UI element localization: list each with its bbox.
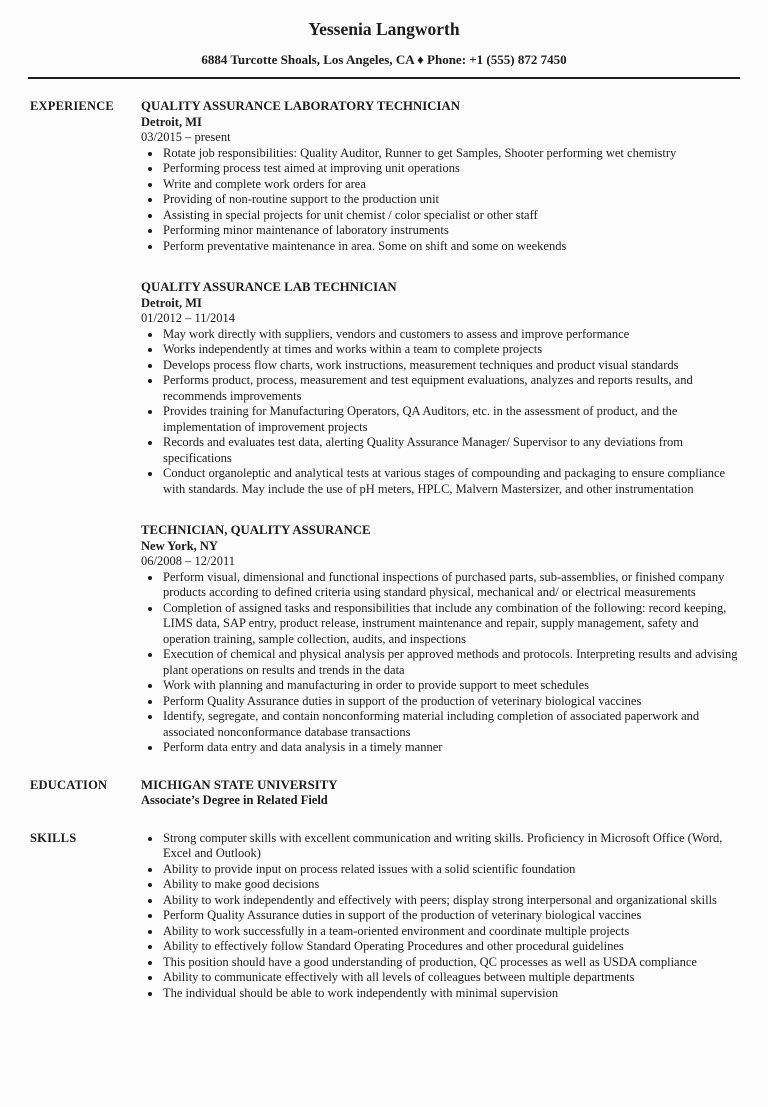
- bullet-item: • Execution of chemical and physical analysis per approved methods and protocols. Interpreting results and advising plant operations on results and trends in the data: [162, 647, 740, 678]
- bullet-item: • The individual should be able to work independently with minimal supervision: [162, 986, 740, 1002]
- bullet-item: • Identify, segregate, and contain nonconforming material including completion of associated paperwork and associated nonconformance database transactions: [162, 709, 740, 740]
- bullet-item: • Assisting in special projects for unit chemist / color specialist or other staff: [162, 208, 740, 224]
- resume-header: [0, 0, 768, 68]
- bullet-item: • Ability to work successfully in a team-oriented environment and coordinate multiple projects: [162, 924, 740, 940]
- bullet-item: • Ability to communicate effectively with all levels of colleagues between multiple departments: [162, 970, 740, 986]
- bullet-item: • Rotate job responsibilities: Quality Auditor, Runner to get Samples, Shooter performing wet chemistry: [162, 146, 740, 162]
- school-name: MICHIGAN STATE UNIVERSITY: [141, 777, 338, 792]
- experience-section: [30, 99, 740, 756]
- job-dates: 06/2008 – 12/2011: [141, 554, 235, 568]
- bullet-item: • Provides training for Manufacturing Operators, QA Auditors, etc. in the assessment of product, and the implementation of improvement projects: [162, 404, 740, 435]
- job-title: TECHNICIAN, QUALITY ASSURANCE: [141, 523, 371, 537]
- degree: Associate’s Degree in Related Field: [141, 793, 328, 807]
- bullet-item: • Performing process test aimed at improving unit operations: [162, 161, 740, 177]
- bullet-item: • Completion of assigned tasks and responsibilities that include any combination of the following: record keeping, LIMS data, SAP entry, product release, instrument maintenance and repair, supply management, safety and operation training, sample collection, audits, and inspections: [162, 601, 740, 648]
- bullet-item: • Conduct organoleptic and analytical tests at various stages of compounding and packaging to ensure compliance with standards. May include the use of pH meters, HPLC, Malvern Mastersizer, and other instrumentation: [162, 466, 740, 497]
- bullet-item: • Ability to work independently and effectively with peers; display strong interpersonal and organizational skills: [162, 893, 740, 909]
- job-title: QUALITY ASSURANCE LAB TECHNICIAN: [141, 280, 397, 294]
- bullet-item: • Perform Quality Assurance duties in support of the production of veterinary biological vaccines: [162, 694, 740, 710]
- job-entry-1: [141, 99, 740, 254]
- experience-content: [141, 99, 740, 756]
- bullet-item: • May work directly with suppliers, vendors and customers to assess and improve performance: [162, 327, 740, 343]
- section-label-experience: EXPERIENCE: [30, 99, 114, 113]
- bullet-item: • Work with planning and manufacturing in order to provide support to meet schedules: [162, 678, 740, 694]
- job-bullet-list: [141, 327, 740, 498]
- job-bullet-list: [141, 570, 740, 756]
- job-location: New York, NY: [141, 538, 218, 553]
- bullet-item: • Perform Quality Assurance duties in support of the production of veterinary biological vaccines: [162, 908, 740, 924]
- section-label-skills: SKILLS: [30, 830, 77, 845]
- bullet-item: • Ability to provide input on process related issues with a solid scientific foundation: [162, 862, 740, 878]
- bullet-item: • Works independently at times and works within a team to complete projects: [162, 342, 740, 358]
- skills-section: [30, 831, 740, 1002]
- candidate-name: Yessenia Langworth: [308, 19, 460, 39]
- bullet-item: • Perform visual, dimensional and functional inspections of purchased parts, sub-assemblies, or finished company products according to defined criteria using standard physical, mechanical and/ or electrical measurements: [162, 570, 740, 601]
- skills-bullet-list: [141, 831, 740, 1002]
- bullet-item: • Providing of non-routine support to the production unit: [162, 192, 740, 208]
- education-content: [141, 778, 740, 809]
- bullet-item: • Perform preventative maintenance in area. Some on shift and some on weekends: [162, 239, 740, 255]
- skills-content: [141, 831, 740, 1002]
- bullet-item: • Records and evaluates test data, alerting Quality Assurance Manager/ Supervisor to any deviations from specifications: [162, 435, 740, 466]
- bullet-item: • Performing minor maintenance of laboratory instruments: [162, 223, 740, 239]
- bullet-item: • This position should have a good understanding of production, QC processes as well as USDA compliance: [162, 955, 740, 971]
- contact-line: 6884 Turcotte Shoals, Los Angeles, CA ♦ Phone: +1 (555) 872 7450: [201, 52, 567, 67]
- job-bullet-list: [141, 146, 740, 255]
- job-location: Detroit, MI: [141, 114, 202, 129]
- bullet-item: • Strong computer skills with excellent communication and writing skills. Proficiency in Microsoft Office (Word, Excel and Outlook): [162, 831, 740, 862]
- section-label-education: EDUCATION: [30, 777, 108, 792]
- job-dates: 01/2012 – 11/2014: [141, 311, 235, 325]
- bullet-item: • Perform data entry and data analysis in a timely manner: [162, 740, 740, 756]
- job-title: QUALITY ASSURANCE LABORATORY TECHNICIAN: [141, 99, 460, 113]
- job-entry-3: [141, 523, 740, 756]
- bullet-item: • Performs product, process, measurement and test equipment evaluations, analyzes and reports results, and recommends improvements: [162, 373, 740, 404]
- bullet-item: • Write and complete work orders for area: [162, 177, 740, 193]
- bullet-item: • Ability to effectively follow Standard Operating Procedures and other procedural guidelines: [162, 939, 740, 955]
- job-location: Detroit, MI: [141, 295, 202, 310]
- bullet-item: • Ability to make good decisions: [162, 877, 740, 893]
- bullet-item: • Develops process flow charts, work instructions, measurement techniques and product visual standards: [162, 358, 740, 374]
- job-dates: 03/2015 – present: [141, 130, 231, 144]
- resume-body: [0, 79, 768, 1001]
- education-section: [30, 778, 740, 809]
- job-entry-2: [141, 280, 740, 497]
